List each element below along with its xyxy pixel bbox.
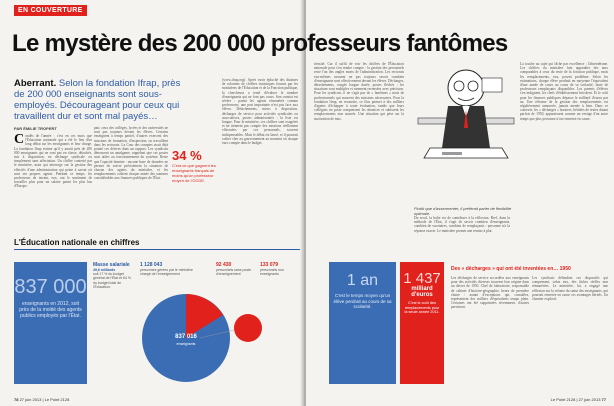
replacement-cost-block bbox=[400, 262, 444, 384]
pull-quote-text: C'est ce que gagnent les enseignants français de moins qu'un professeur moyen de l'OCDE. bbox=[172, 163, 216, 183]
left-footer-text: 27 juin 2013 | Le Point 2128 bbox=[19, 397, 70, 402]
body-column-1: Condés de l'année : c'est en ces mots que l'Éducation nationale qui a été le lieu d'un long débat sur les enseignants et leur charge. La fondation Ifrap estime qu'il y aurait près de 200 000 enseignants qui ne sont pas en classe, détachés, mis à disposition, en décharge syndicale ou simplement sans affectation. Un chiffre contesté par le ministère, mais qui interroge sur la gestion des effectifs d'une administration qui peine à savoir où sont ses propres agents. Pendant ce temps, les professeurs de terrain, eux, ont le sentiment de travailler plus pour un salaire parmi les plus bas d'Europe. bbox=[14, 132, 92, 189]
drop-cap: C bbox=[14, 132, 25, 147]
staff-total-value: 1 128 043 bbox=[140, 262, 163, 268]
right-body-column-1: tieusité. Car il suffit de voir les chiffres de l'Éducation nationale pour s'en rendre compte : la gestion des personnels reste l'un des angles morts de l'administration. Les rectorats eux-mêmes avouent ne pas toujours savoir combien d'enseignants sont effectivement devant les élèves. Décharges, détachements, congés longue durée, postes fléchés : les situations sont multiples et rarement recensées avec précision. Pour les syndicats, il ne s'agit pas de « fantômes » mais de professionnels qui assurent des missions nécessaires. Pour la fondation Ifrap, en revanche, ce flou permet à des milliers d'agents d'échapper à toute évaluation, tandis que leurs collègues en poste compensent les absences et subissent les remplacements non assurés. Une situation qui pèse sur la motivation de tous. bbox=[314, 62, 404, 121]
right-footer-text: Le Point 2128 | 27 juin 2013 bbox=[550, 397, 601, 402]
infographic-rule bbox=[14, 249, 300, 250]
byline: PAR ÉMILIE TROPERT bbox=[14, 126, 57, 131]
lost-year-text: C'est le temps moyen qu'un élève perdrait au cours de sa scolarité. bbox=[333, 293, 392, 309]
lead-text: Selon la fondation Ifrap, près de 200 000 enseignants sont sous-employés. Décourageant pour ceux qui travaillent dur et sont mal payés… bbox=[14, 78, 181, 122]
decharges-box-title: Des « décharges » qui ont été inventées en… 1950 bbox=[451, 266, 571, 272]
replacement-cost-unit: milliard d'euros bbox=[411, 286, 433, 298]
cartoon-illustration bbox=[412, 48, 520, 208]
staff-pie-chart bbox=[140, 288, 300, 388]
section-kicker: EN COUVERTURE bbox=[14, 5, 87, 16]
right-page bbox=[306, 0, 614, 406]
cartoon-caption: Plutôt que d'assermenter, il préférait parler de flexibilité optimale. bbox=[414, 206, 512, 216]
no-post-text: personnels sans poste d'enseignement bbox=[216, 268, 252, 277]
non-teaching-value: 133 079 bbox=[260, 262, 279, 268]
pull-quote bbox=[172, 148, 220, 183]
no-post-stat bbox=[216, 262, 256, 276]
decharges-column-1: Les décharges de service accordées aux enseignants pour des activités diverses trouvent leur origine dans un décret de 1950. Chef de laboratoire, responsable de cabinet d'histoire-géographie, heure de première chaire : autant d'exceptions qui, cumulées, représentent des milliers d'équivalents temps plein. Certaines ont été supprimées récemment, d'autres persistent. bbox=[451, 276, 529, 310]
right-body-column-3: La touche au sujet qui fâche par excellence : l'absentéisme. Les chiffres du ministère font apparaître des taux comparables à ceux du reste de la fonction publique, mais les remplacements, eux, posent problème. Selon les estimations, chaque élève perdrait en moyenne l'équivalent d'une année de cours au cours de sa scolarité, faute de professeurs remplaçants disponibles. Les parents d'élèves s'en indignent, les chefs d'établissement bricolent. Et le coût pour les finances publiques dépasse le milliard d'euros par an. Une réforme de la gestion des remplacements est régulièrement annoncée, jamais menée à bien. Dans ce contexte, les « décharges » horaires, héritées de textes datant parfois de 1950, apparaissent comme un vestige d'un autre temps que plus personne n'ose remettre en cause. bbox=[520, 62, 608, 121]
left-footer bbox=[14, 397, 69, 402]
staff-total-text: personnes gérées par le ministère chargé de l'enseignement bbox=[140, 268, 193, 277]
decharges-column-2: Les syndicats défendent ces dispositifs qui compensent, selon eux, des tâches réelles non rémunérées. Le ministère, lui, a engagé une réflexion sur la refonte du statut des enseignants, qui pourrait remettre en cause ces avantages hérités. Un chantier explosif. bbox=[532, 276, 608, 302]
left-page-number: 78 bbox=[14, 397, 19, 402]
teachers-count-text: enseignants en 2012, soit près de la moitié des agents publics employés par l'État. bbox=[19, 301, 82, 319]
non-teaching-stat bbox=[260, 262, 298, 276]
right-body-column-2: Du recul, la boîte est de contribuer à la réflexion. Bref, dans la méthode de l'État, il s'agit de savoir combien d'enseignants, combien de vacataires, combien de remplaçants : personne n'a la réponse exacte. Le ministère promet une remise à plat. bbox=[414, 216, 510, 233]
lead-paragraph bbox=[14, 78, 182, 122]
replacement-cost-text: C'est le coût des remplacements pour la seule année 2011. bbox=[404, 301, 440, 315]
payroll-stat bbox=[93, 262, 133, 289]
infographic-title: L'Éducation nationale en chiffres bbox=[14, 238, 140, 247]
no-post-bubble bbox=[234, 314, 262, 342]
payroll-value: 49,6 milliards bbox=[93, 268, 116, 272]
body-column-3: (www.ifrap.org). Après avoir épluché des dizaines de colonnes de chiffres statistiques fournis par les ministères de l'Éducation et de la Fonction publique, la chercheuse a tenté d'évaluer le nombre d'enseignants qui ne font pas cours. Son constat est sévère : parmi les agents rémunérés comme professeurs, une part importante n'est pas face aux élèves. Détachements, mises à disposition, décharges de service pour activités syndicales ou associatives, postes administratifs : la liste est longue. Pour le ministère, ces chiffres sont exagérés et ne tiennent pas compte des missions réellement effectuées par ces personnels, souvent indispensables. Mais le débat est lancé, et il pourrait coûter cher au gouvernement au moment où chaque euro compte dans le budget. bbox=[222, 78, 298, 146]
left-page bbox=[0, 0, 304, 406]
right-footer bbox=[551, 397, 606, 402]
lead-bold: Aberrant. bbox=[14, 78, 57, 89]
right-page-number: 77 bbox=[601, 397, 606, 402]
headline: Le mystère des 200 000 professeurs fantômes bbox=[12, 30, 508, 57]
lost-year-value: 1 an bbox=[346, 272, 379, 289]
non-teaching-text: personnels non enseignants bbox=[260, 268, 284, 277]
teachers-count: 837 000 bbox=[14, 276, 87, 298]
body-column-2: pair, ceux des collèges, lycées et des universités ne sont pas toujours devant les élèves. Certains enseignent à temps partiel, d'autres exercent des missions de formation, d'inspection, ou travaillent dans les rectorats. La Cour des comptes avait déjà pointé ces dérives dans un rapport. Les syndicats dénoncent un amalgame, rappelant que ces postes sont utiles au fonctionnement du système. Reste que l'opacité domine : aucune base de données ne permet de suivre précisément la situation de chacun des agents du ministère, et les remplacements coûtent chaque année des sommes considérables aux finances publiques de l'État. bbox=[94, 126, 168, 181]
pull-quote-value: 34 % bbox=[172, 148, 202, 163]
teachers-count-block bbox=[14, 262, 87, 384]
pie-center-value: 837 016 bbox=[175, 334, 197, 340]
lost-year-block bbox=[329, 262, 396, 384]
pie-center-label: enseignants bbox=[176, 342, 196, 346]
no-post-value: 92 430 bbox=[216, 262, 232, 268]
staff-total-stat bbox=[140, 262, 200, 276]
payroll-title: Masse salariale bbox=[93, 262, 130, 268]
replacement-cost-value: 1 437 bbox=[403, 270, 441, 287]
payroll-detail: soit 17 % du budget général de l'État et 64 % du budget total de l'Éducation. bbox=[93, 272, 132, 289]
